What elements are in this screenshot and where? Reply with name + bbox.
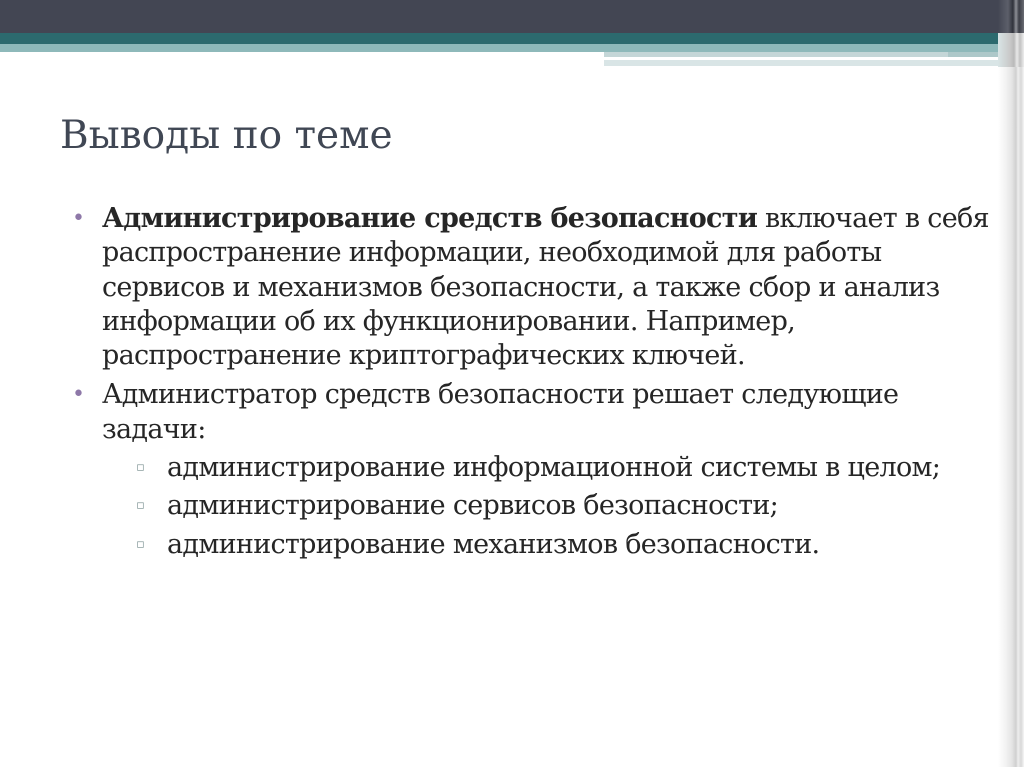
slide-title: Выводы по теме [60, 113, 393, 158]
bullet-item-1 [70, 202, 990, 373]
sub-bullet-text: администрирование информационной системы в целом; [167, 451, 941, 483]
sub-bullet-item-2 [102, 489, 990, 523]
sub-bullet-item-3 [102, 528, 990, 562]
bullet-item-2 [70, 378, 990, 561]
sub-bullet-text: администрирование механизмов безопасности. [167, 528, 820, 560]
header-band-dark [0, 0, 1024, 33]
bullet-text: включает в себя распространение информации, необходимой для работы сервисов и механизмов безопасности, а также сбор и анализ информации об их функционировании. Например, распространение криптографических ключей. [102, 203, 989, 372]
sub-bullet-item-1 [102, 451, 990, 485]
header-stripe [604, 60, 1024, 66]
square-bullet-icon: ▫ [136, 498, 145, 514]
bullet-dot-icon: • [72, 206, 85, 231]
square-bullet-icon: ▫ [136, 536, 145, 552]
page-curl-edge-band [998, 33, 1024, 67]
header-band-teal [0, 33, 1024, 44]
sub-bullet-text: администрирование сервисов безопасности; [167, 490, 779, 522]
bullet-text: Администратор средств безопасности решает следующие задачи: [102, 379, 899, 445]
square-bullet-icon: ▫ [136, 459, 145, 475]
sub-list [102, 451, 990, 562]
page-curl-edge [998, 0, 1024, 767]
header-stripe [604, 52, 948, 57]
slide-content [70, 202, 990, 567]
page-curl-edge-top [998, 0, 1024, 33]
bullet-dot-icon: • [72, 382, 85, 408]
bullet-bold-text: Администрирование средств безопасности [102, 203, 758, 234]
header-band-light [0, 44, 1024, 52]
